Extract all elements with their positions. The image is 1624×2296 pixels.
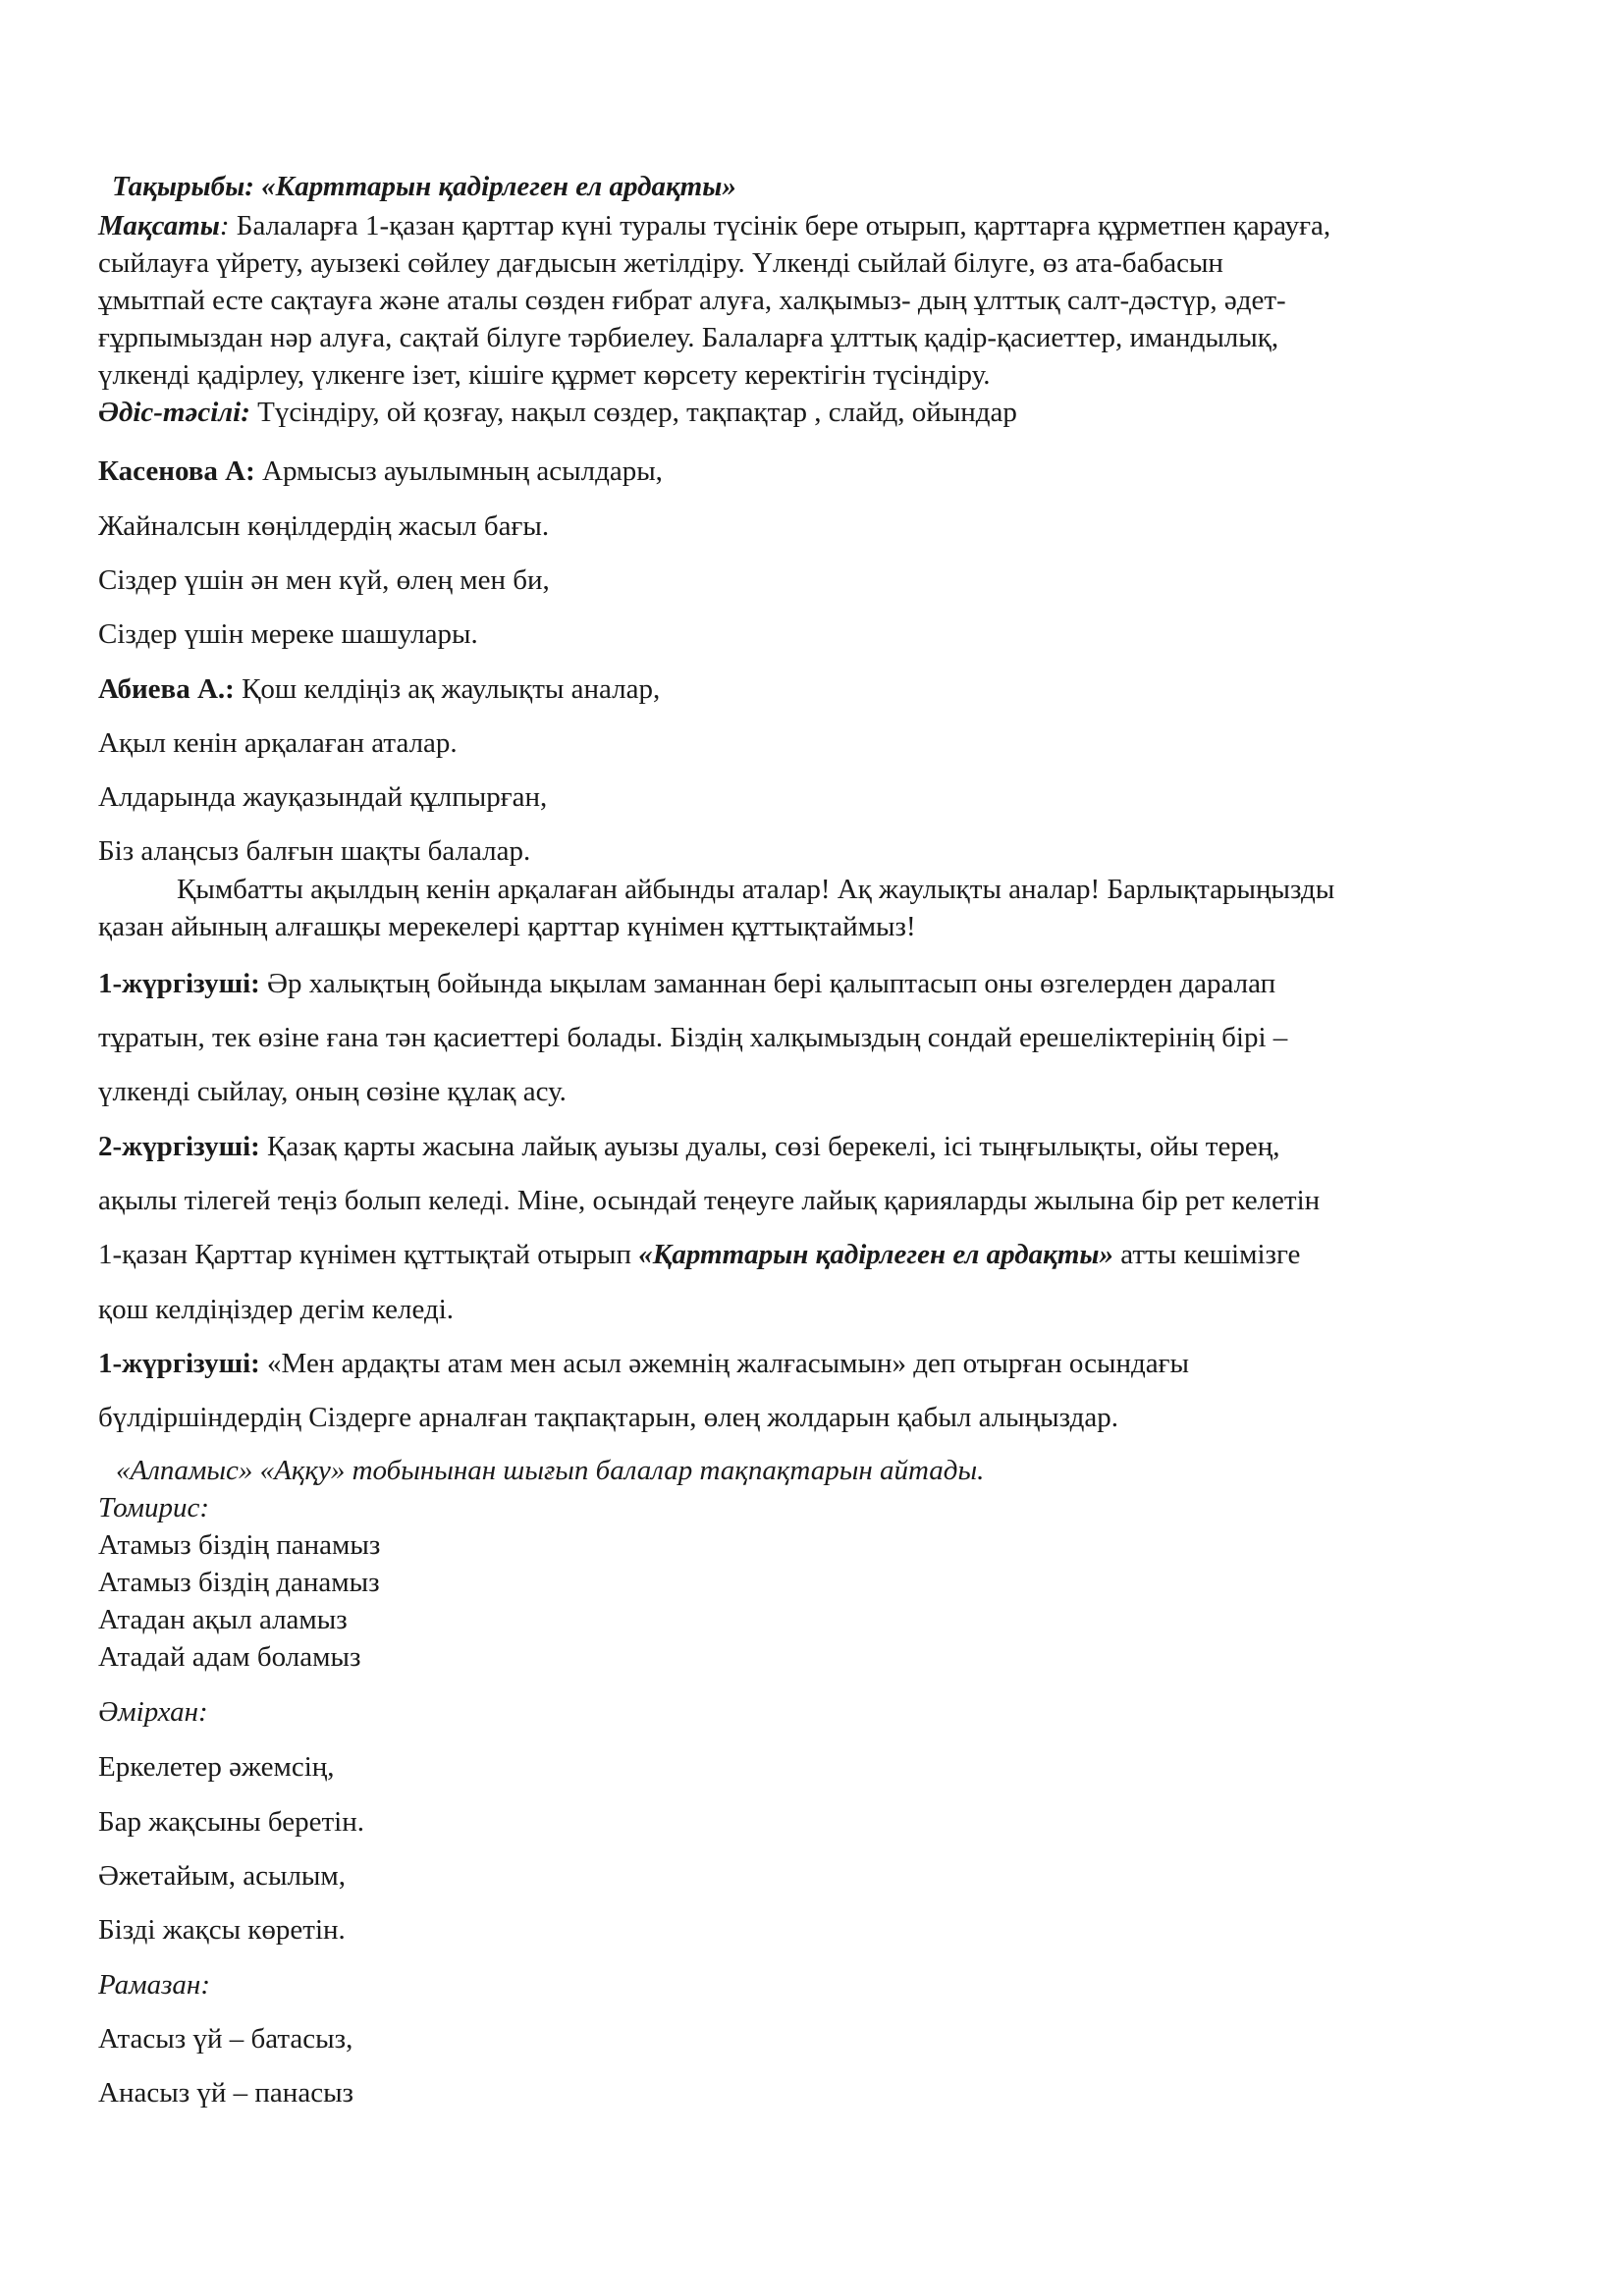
amirkhan-line-2: Бар жақсыны беретін. — [98, 1806, 364, 1838]
kasenova-text-1: Армысыз ауылымның асылдары, — [254, 455, 663, 487]
ramazan-name: Рамазан: — [98, 1969, 210, 2001]
abieva-line-1 — [98, 671, 660, 707]
purpose-line-3: ұмытпай есте сақтауға және аталы сөзден ғибрат алуға, халқымыз- дың ұлттық салт-дәстүр, әдет- — [98, 285, 1286, 316]
amirkhan-name: Әмірхан: — [98, 1696, 208, 1728]
ramazan-line-1: Атасыз үй – батасыз, — [98, 2023, 353, 2055]
host2-line-2: ақылы тілегей теңіз болып келеді. Міне, осындай теңеуге лайық қарияларды жылына бір рет келетін — [98, 1185, 1321, 1216]
document-title: Тақырыбы: «Карттарын қадірлеген ел ардақты» — [112, 171, 736, 202]
purpose-colon: : — [219, 210, 230, 241]
document-page — [98, 0, 1532, 2296]
abieva-line-3: Алдарында жауқазындай құлпырған, — [98, 781, 548, 813]
kasenova-line-2: Жайналсын көңілдердің жасыл бағы. — [98, 510, 550, 542]
kasenova-line-3: Сіздер үшін ән мен күй, өлең мен би, — [98, 564, 550, 596]
methods-line — [98, 395, 1017, 430]
host1b-line-1 — [98, 1346, 1189, 1381]
purpose-line-1 — [98, 208, 1330, 243]
stage-direction: «Алпамыс» «Аққу» тобынынан шығып балалар тақпақтарын айтады. — [116, 1455, 985, 1486]
host2-line-1 — [98, 1129, 1280, 1164]
host2-text-3-pre: 1-қазан Қарттар күнімен құттықтай отырып — [98, 1239, 639, 1270]
tomiris-line-4: Атадай адам боламыз — [98, 1641, 361, 1673]
abieva-text-1: Қош келдіңіз ақ жаулықты аналар, — [234, 673, 661, 705]
host2-event-title: «Қарттарын қадірлеген ел ардақты» — [638, 1239, 1114, 1270]
purpose-label: Мақсаты — [98, 210, 220, 241]
greeting-line-2: қазан айының алғашқы мерекелері қарттар күнімен құттықтаймыз! — [98, 911, 916, 942]
abieva-line-4: Біз алаңсыз балғын шақты балалар. — [98, 835, 531, 867]
greeting-line-1: Қымбатты ақылдың кенін арқалаған айбынды аталар! Ақ жаулықты аналар! Барлықтарыңызды — [177, 874, 1335, 905]
host1b-line-2: бүлдіршіндердің Сіздерге арналған тақпақтарын, өлең жолдарын қабыл алыңыздар. — [98, 1402, 1118, 1433]
host1b-speaker: 1-жүргізуші: — [98, 1348, 260, 1379]
host1a-line-3: үлкенді сыйлау, оның сөзіне құлақ асу. — [98, 1076, 567, 1107]
host1a-speaker: 1-жүргізуші: — [98, 968, 260, 999]
host1b-text-1: «Мен ардақты атам мен асыл әжемнің жалғасымын» деп отырған осындағы — [259, 1348, 1190, 1379]
amirkhan-line-4: Бізді жақсы көретін. — [98, 1914, 346, 1946]
host2-speaker: 2-жүргізуші: — [98, 1131, 260, 1162]
tomiris-name: Томирис: — [98, 1492, 210, 1523]
host1a-text-1: Әр халықтың бойында ықылам заманнан бері қалыптасып оны өзгелерден даралап — [259, 968, 1276, 999]
host1a-line-1 — [98, 966, 1275, 1001]
abieva-line-2: Ақыл кенін арқалаған аталар. — [98, 727, 458, 759]
purpose-line-4: ғұрпымыздан нәр алуға, сақтай білуге тәрбиелеу. Балаларға ұлттық қадір-қасиеттер, имандылық, — [98, 322, 1279, 353]
purpose-line-2: сыйлауға үйрету, ауызекі сөйлеу дағдысын жетілдіру. Үлкенді сыйлай білуге, өз ата-бабасын — [98, 247, 1223, 279]
kasenova-line-4: Сіздер үшін мереке шашулары. — [98, 618, 478, 650]
tomiris-line-1: Атамыз біздің панамыз — [98, 1529, 381, 1561]
purpose-text-1: Балаларға 1-қазан қарттар күні туралы түсінік бере отырып, қарттарға құрметпен қарауға, — [229, 210, 1331, 241]
methods-label: Әдіс-тәсілі: — [98, 397, 250, 428]
ramazan-line-2: Анасыз үй – панасыз — [98, 2077, 354, 2109]
kasenova-speaker: Касенова А: — [98, 455, 255, 487]
purpose-line-5: үлкенді қадірлеу, үлкенге ізет, кішіге құрмет көрсету керектігін түсіндіру. — [98, 359, 991, 391]
methods-text: Түсіндіру, ой қозғау, нақыл сөздер, тақпақтар , слайд, ойындар — [249, 397, 1017, 428]
amirkhan-line-3: Әжетайым, асылым, — [98, 1860, 347, 1892]
host2-line-3 — [98, 1237, 1300, 1272]
host1a-line-2: тұратын, тек өзіне ғана тән қасиеттері болады. Біздің халқымыздың сондай ерешеліктерінің бірі – — [98, 1022, 1288, 1053]
amirkhan-line-1: Еркелетер әжемсің, — [98, 1751, 335, 1783]
host2-text-3-post: атты кешімізге — [1113, 1239, 1301, 1270]
kasenova-line-1 — [98, 454, 663, 489]
host2-text-1: Қазақ қарты жасына лайық ауызы дуалы, сөзі берекелі, ісі тыңғылықты, ойы терең, — [259, 1131, 1280, 1162]
abieva-speaker: Абиева А.: — [98, 673, 235, 705]
tomiris-line-2: Атамыз біздің данамыз — [98, 1567, 380, 1598]
tomiris-line-3: Атадан ақыл аламыз — [98, 1604, 348, 1635]
host2-line-4: қош келдіңіздер дегім келеді. — [98, 1294, 455, 1325]
